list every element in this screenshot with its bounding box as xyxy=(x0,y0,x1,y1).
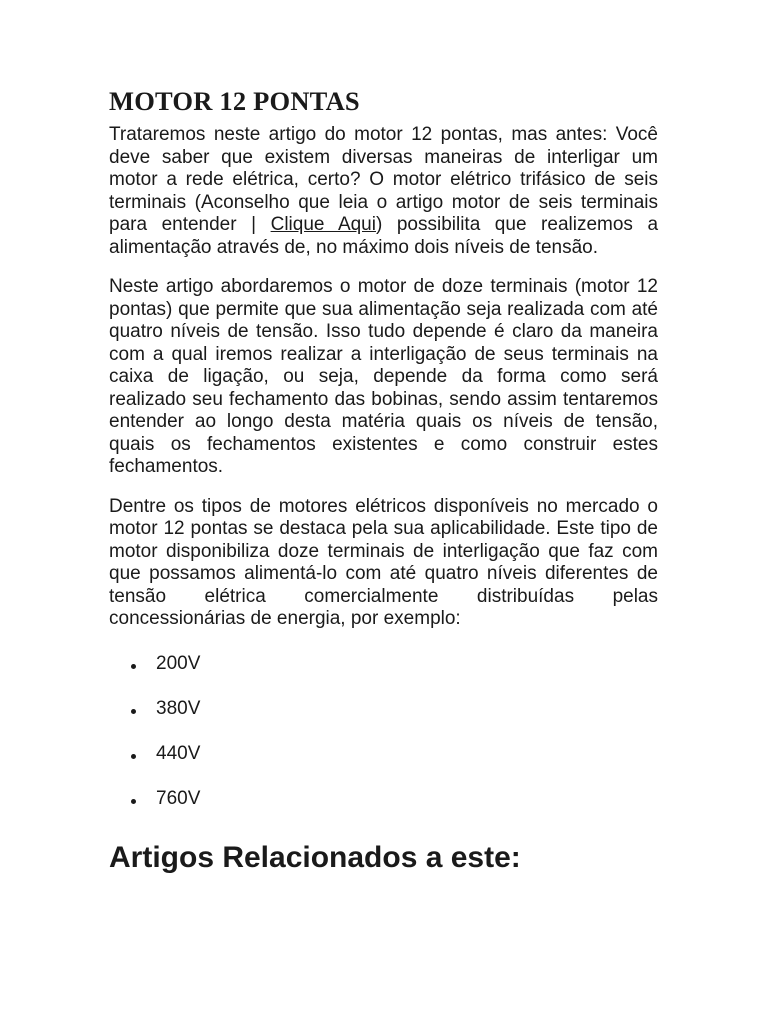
voltage-value: 440V xyxy=(156,742,201,764)
paragraph-intro-text: Trataremos neste artigo do motor 12 pontas, mas antes: Você deve saber que existem diversas maneiras de interligar um motor a rede elétrica, certo? O motor elétrico trifásico de seis terminais (Aconselho que leia o artigo motor de seis terminais para entender | xyxy=(109,124,658,235)
article xyxy=(109,84,658,876)
bullet-icon xyxy=(131,709,136,714)
clique-aqui-link[interactable]: Clique Aqui xyxy=(270,214,376,235)
paragraph-intro xyxy=(109,124,658,259)
paragraph-twelve-terminals: Neste artigo abordaremos o motor de doze terminais (motor 12 pontas) que permite que sua alimentação seja realizada com até quatro níveis de tensão. Isso tudo depende é claro da maneira com a qual iremos realizar a interligação de seus terminais na caixa de ligação, ou seja, depende da forma como será realizado seu fechamento das bobinas, sendo assim tentaremos entender ao longo desta matéria quais os níveis de tensão, quais os fechamentos existentes e como construir estes fechamentos. xyxy=(109,276,658,477)
article-title: MOTOR 12 PONTAS xyxy=(109,86,360,116)
voltage-value: 200V xyxy=(156,652,201,674)
related-articles-heading: Artigos Relacionados a este: xyxy=(109,840,521,874)
bullet-icon xyxy=(131,799,136,804)
bullet-icon xyxy=(131,754,136,759)
paragraph-market: Dentre os tipos de motores elétricos disponíveis no mercado o motor 12 pontas se destaca pela sua aplicabilidade. Este tipo de motor disponibiliza doze terminais de interligação que faz com que possamos alimentá-lo com até quatro níveis diferentes de tensão elétrica comercialmente distribuídas pelas concessionárias de energia, por exemplo: xyxy=(109,495,658,629)
paragraph-intro-text-end: ) possibilita que realizemos a alimentação através de, no máximo dois níveis de tensão. xyxy=(109,214,659,258)
voltage-list xyxy=(109,652,658,810)
voltage-value: 760V xyxy=(156,787,201,809)
bullet-icon xyxy=(131,664,136,669)
list-item xyxy=(109,787,658,810)
list-item xyxy=(109,742,658,765)
voltage-value: 380V xyxy=(156,697,201,719)
list-item xyxy=(109,652,658,675)
list-item xyxy=(109,697,658,720)
